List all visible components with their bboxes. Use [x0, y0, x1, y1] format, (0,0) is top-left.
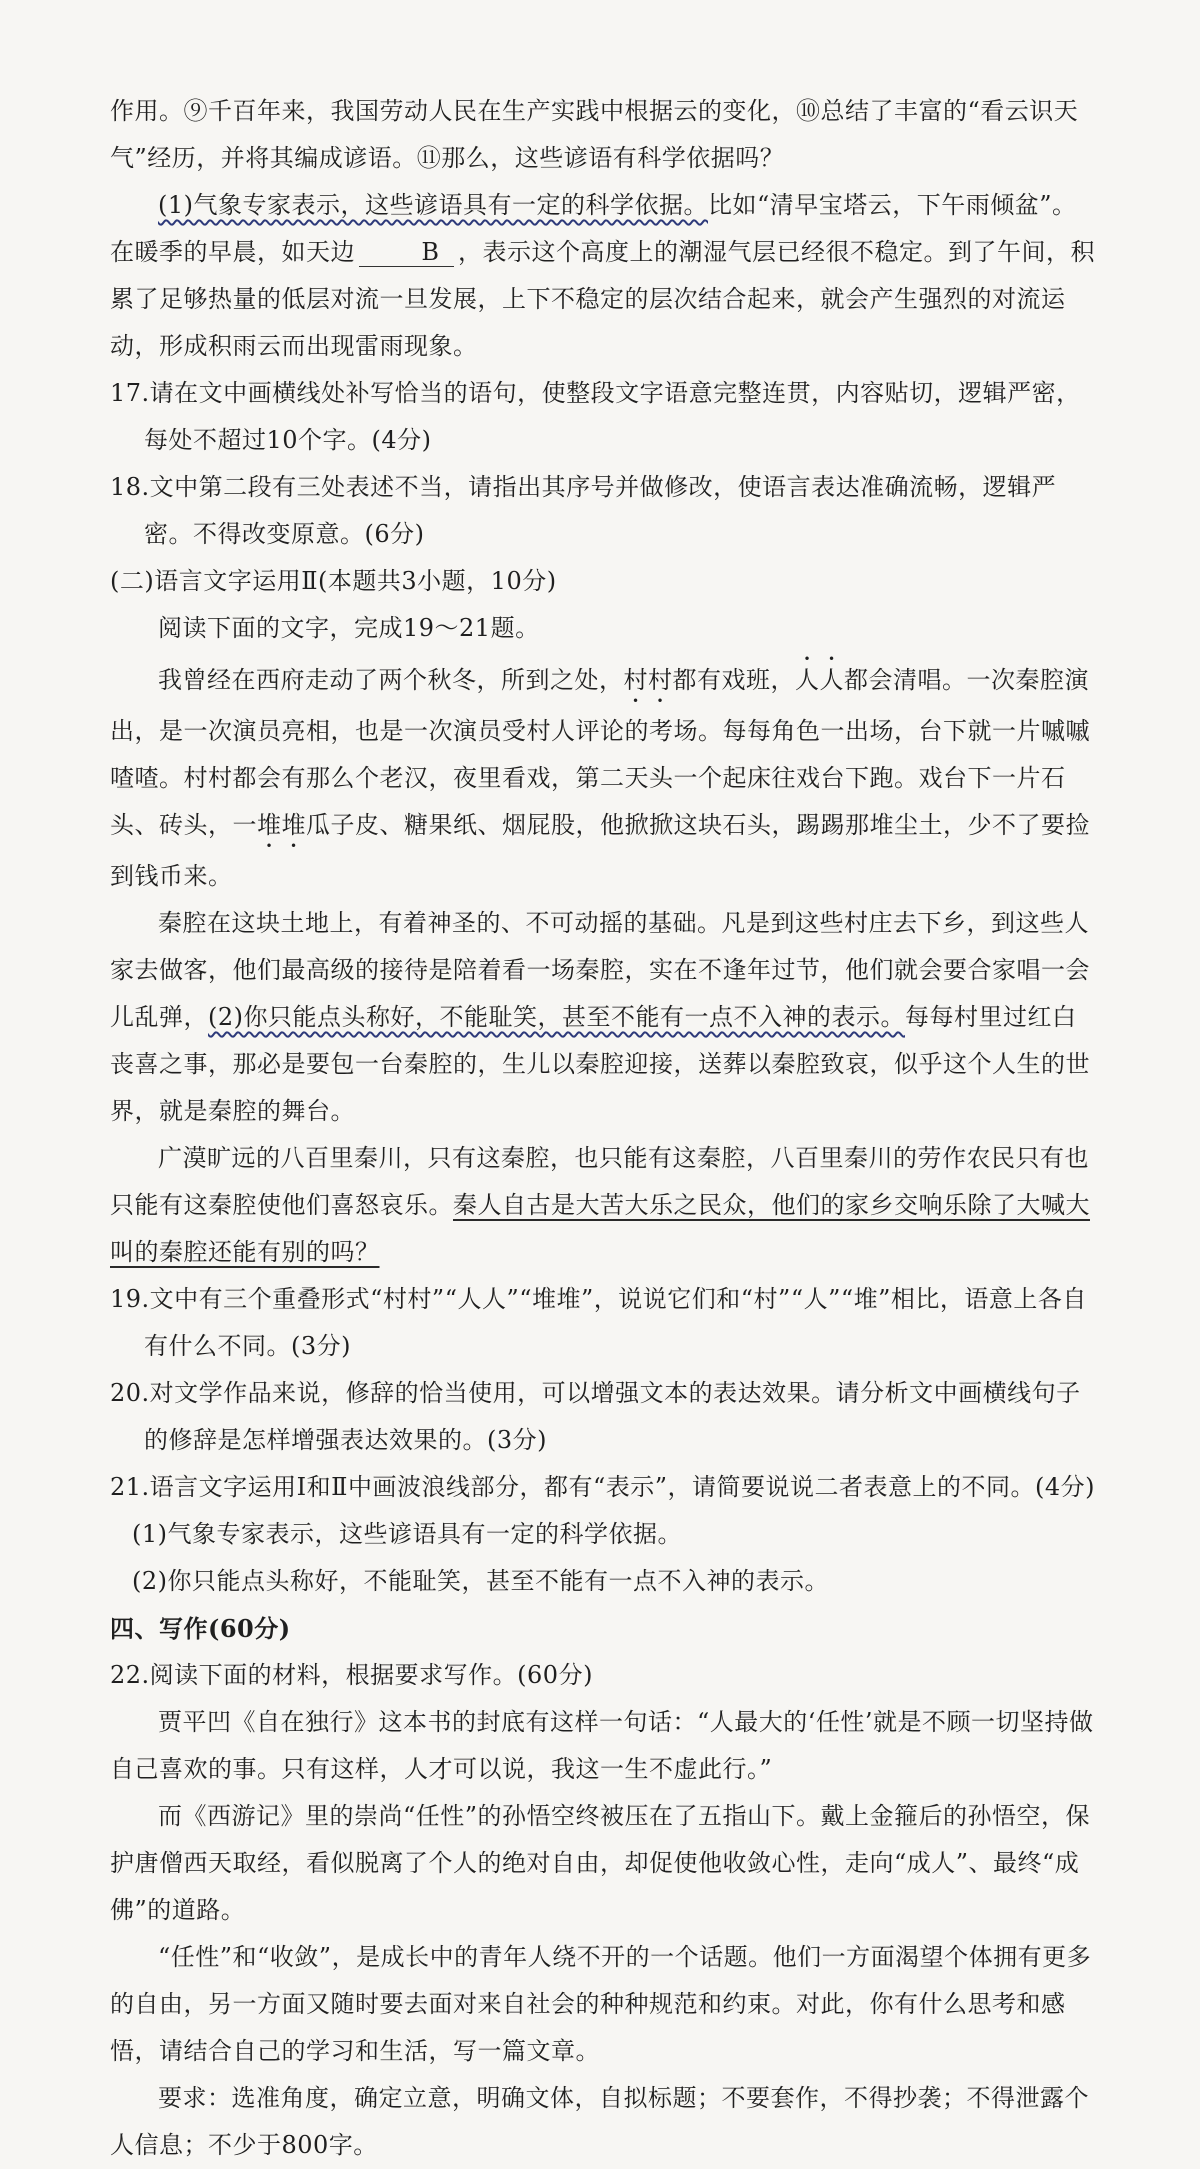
question-20: 20.对文学作品来说，修辞的恰当使用，可以增强文本的表达效果。请分析文中画横线句子的修辞是怎样增强表达效果的。(3分) [110, 1379, 1081, 1454]
question-22: 22.阅读下面的材料，根据要求写作。(60分) [110, 1661, 593, 1689]
writing-requirements: 要求：选准角度，确定立意，明确文体，自拟标题；不要套作，不得抄袭；不得泄露个人信息；不少于800字。 [110, 2084, 1089, 2159]
expert-text-1: 比如“清早宝塔云，下午雨倾盆”。在暖季的早晨，如天边 [110, 191, 1077, 266]
dotted-duidui: 堆堆 [257, 811, 306, 839]
question-21: 21.语言文字运用Ⅰ和Ⅱ中画波浪线部分，都有“表示”，请简要说说二者表意上的不同。(4分) [110, 1473, 1095, 1501]
blank-b: B [359, 238, 454, 267]
para1-text-b: 都有戏班， [672, 666, 795, 694]
question-18: 18.文中第二段有三处表述不当，请指出其序号并做修改，使语言表达准确流畅，逻辑严密。不得改变原意。(6分) [110, 473, 1057, 548]
para2-text-b: 每每村里过红白丧喜之事，那必是要包一台秦腔的，生儿以秦腔迎接，送葬以秦腔致哀，似乎这个人生的世界，就是秦腔的舞台。 [110, 1003, 1090, 1125]
underlined-sentence: 秦人自古是大苦大乐之民众，他们的家乡交响乐除了大喊大叫的秦腔还能有别的吗？ [110, 1191, 1090, 1266]
para1-text-c: 都会清唱。一次秦腔演出，是一次演员亮相，也是一次演员受村人评论的考场。每每角色一出场，台下就一片嘁嘁喳喳。村村都会有那么个老汉，夜里看戏，第二天头一个起床往戏台下跑。戏台下一片石头、砖头，一 [110, 666, 1090, 839]
dotted-renren: 人人 [795, 666, 844, 694]
para2-text-a: 秦腔在这块土地上，有着神圣的、不可动摇的基础。凡是到这些村庄去下乡，到这些人家去做客，他们最高级的接待是陪着看一场秦腔，实在不逢年过节，他们就会要合家唱一会儿乱弹， [110, 909, 1090, 1031]
question-19: 19.文中有三个重叠形式“村村”“人人”“堆堆”，说说它们和“村”“人”“堆”相比，语意上各自有什么不同。(3分) [110, 1285, 1087, 1360]
wavy-sentence-1: (1)气象专家表示，这些谚语具有一定的科学依据。 [158, 191, 708, 219]
writing-material-1: 贾平凹《自在独行》这本书的封底有这样一句话：“人最大的‘任性’就是不顾一切坚持做自己喜欢的事。只有这样，人才可以说，我这一生不虚此行。” [110, 1708, 1094, 1783]
passage-paragraph-1 [110, 652, 1100, 900]
passage-paragraph-2 [110, 900, 1100, 1135]
expert-text-2: ，表示这个高度上的潮湿气层已经很不稳定。到了午间，积累了足够热量的低层对流一旦发展，上下不稳定的层次结合起来，就会产生强烈的对流运动，形成积雨云而出现雷雨现象。 [110, 238, 1095, 360]
wavy-sentence-2: (2)你只能点头称好，不能耻笑，甚至不能有一点不入神的表示。 [208, 1003, 905, 1031]
section-4-title: 四、写作(60分) [110, 1614, 291, 1643]
writing-material-2: 而《西游记》里的崇尚“任性”的孙悟空终被压在了五指山下。戴上金箍后的孙悟空，保护唐僧西天取经，看似脱离了个人的绝对自由，却促使他收敛心性，走向“成人”、最终“成佛”的道路。 [110, 1802, 1091, 1924]
section-2-title: (二)语言文字运用Ⅱ(本题共3小题，10分) [110, 567, 557, 595]
passage-continuation: 作用。⑨千百年来，我国劳动人民在生产实践中根据云的变化，⑩总结了丰富的“看云识天气”经历，并将其编成谚语。⑪那么，这些谚语有科学依据吗？ [110, 97, 1079, 172]
para1-text-a: 我曾经在西府走动了两个秋冬，所到之处， [158, 666, 624, 694]
para1-text-d: 瓜子皮、糖果纸、烟屁股，他掀掀这块石头，踢踢那堆尘土，少不了要捡到钱币来。 [110, 811, 1090, 890]
reading-instruction: 阅读下面的文字，完成19～21题。 [158, 614, 540, 642]
question-17: 17.请在文中画横线处补写恰当的语句，使整段文字语意完整连贯，内容贴切，逻辑严密，每处不超过10个字。(4分) [110, 379, 1081, 454]
passage-paragraph-3 [110, 1135, 1100, 1276]
question-21-item-1: (1)气象专家表示，这些谚语具有一定的科学依据。 [132, 1520, 682, 1548]
para3-text-a: 广漠旷远的八百里秦川，只有这秦腔，也只能有这秦腔，八百里秦川的劳作农民只有也只能有这秦腔使他们喜怒哀乐。 [110, 1144, 1089, 1219]
expert-paragraph [110, 182, 1100, 370]
writing-material-3: “任性”和“收敛”，是成长中的青年人绕不开的一个话题。他们一方面渴望个体拥有更多的自由，另一方面又随时要去面对来自社会的种种规范和约束。对此，你有什么思考和感悟，请结合自己的学习和生活，写一篇文章。 [110, 1943, 1092, 2065]
question-21-item-2: (2)你只能点头称好，不能耻笑，甚至不能有一点不入神的表示。 [132, 1567, 829, 1595]
dotted-cuncun: 村村 [623, 666, 673, 694]
